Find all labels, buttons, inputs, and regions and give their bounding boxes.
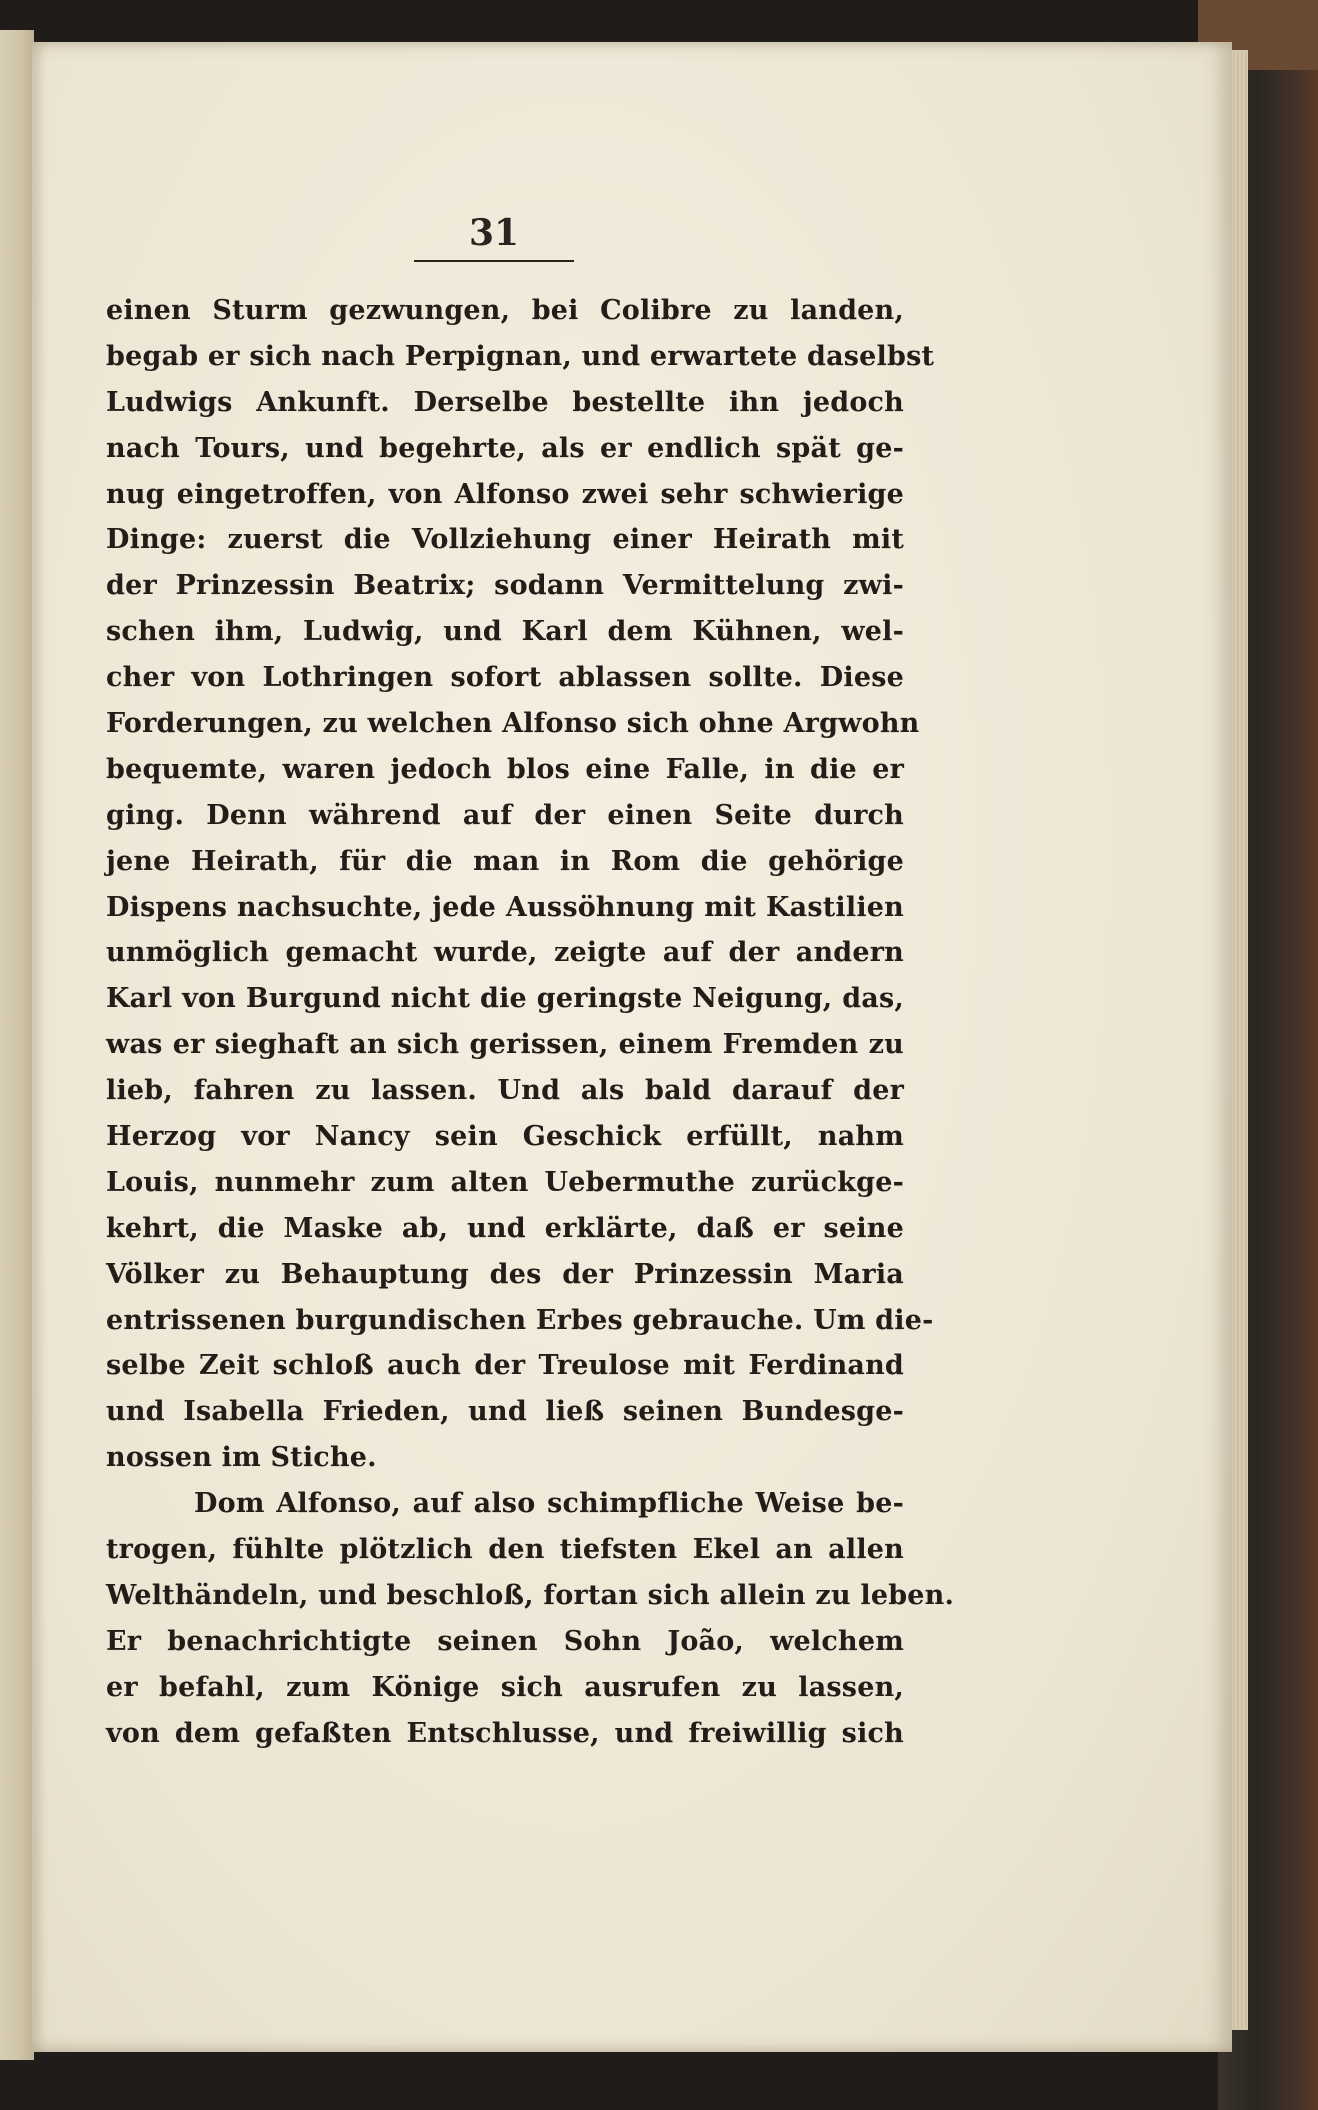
text-line: selbe Zeit schloß auch der Treulose mit Ferdinand — [106, 1350, 904, 1382]
text-line: begab er sich nach Perpignan, und erwartete daselbst — [106, 340, 935, 372]
page-fore-edge — [1232, 50, 1248, 2030]
text-line: von dem gefaßten Entschlusse, und freiwillig sich — [106, 1717, 904, 1749]
text-line: lieb, fahren zu lassen. Und als bald darauf der — [106, 1075, 904, 1107]
text-line: nug eingetroffen, von Alfonso zwei sehr schwierige — [106, 478, 904, 510]
text-line: nossen im Stiche. — [106, 1442, 377, 1474]
text-line: Ludwigs Ankunft. Derselbe bestellte ihn jedoch — [106, 386, 904, 418]
header-rule — [414, 260, 574, 262]
text-line: er befahl, zum Könige sich ausrufen zu lassen, — [106, 1671, 904, 1703]
page-number: 31 — [468, 212, 520, 254]
text-line: Forderungen, zu welchen Alfonso sich ohne Argwohn — [106, 708, 920, 740]
text-line: nach Tours, und begehrte, als er endlich spät ge- — [106, 432, 904, 464]
text-line: Dinge: zuerst die Vollziehung einer Heirath mit — [106, 524, 904, 556]
text-line: was er sieghaft an sich gerissen, einem Fremden zu — [106, 1029, 904, 1061]
text-line: ging. Denn während auf der einen Seite durch — [106, 799, 904, 831]
text-line: und Isabella Frieden, und ließ seinen Bundesge- — [106, 1396, 904, 1428]
text-line: Dispens nachsuchte, jede Aussöhnung mit Kastilien — [106, 891, 904, 923]
text-line: Karl von Burgund nicht die geringste Neigung, das, — [106, 983, 904, 1015]
text-line: kehrt, die Maske ab, und erklärte, daß er seine — [106, 1212, 904, 1244]
text-line: Dom Alfonso, auf also schimpfliche Weise be- — [194, 1488, 904, 1520]
paragraph-1 — [106, 288, 935, 1481]
text-line: bequemte, waren jedoch blos eine Falle, in die er — [106, 753, 904, 785]
text-line: cher von Lothringen sofort ablassen sollte. Diese — [106, 662, 904, 694]
text-line: der Prinzessin Beatrix; sodann Vermittelung zwi- — [106, 570, 904, 602]
text-line: entrissenen burgundischen Erbes gebrauche. Um die- — [106, 1304, 934, 1336]
body-text — [106, 288, 955, 1757]
text-line: jene Heirath, für die man in Rom die gehörige — [106, 845, 904, 877]
text-line: Völker zu Behauptung des der Prinzessin Maria — [106, 1258, 904, 1290]
text-line: Louis, nunmehr zum alten Uebermuthe zurückge- — [106, 1166, 904, 1198]
text-line: schen ihm, Ludwig, und Karl dem Kühnen, wel- — [106, 616, 904, 648]
text-line: unmöglich gemacht wurde, zeigte auf der andern — [106, 937, 904, 969]
text-line: einen Sturm gezwungen, bei Colibre zu landen, — [106, 295, 904, 326]
text-line: Herzog vor Nancy sein Geschick erfüllt, nahm — [106, 1121, 904, 1153]
text-line: trogen, fühlte plötzlich den tiefsten Ekel an allen — [106, 1534, 904, 1566]
text-line: Er benachrichtigte seinen Sohn João, welchem — [106, 1625, 904, 1657]
text-line: Welthändeln, und beschloß, fortan sich allein zu leben. — [106, 1579, 955, 1611]
facing-page-edge — [0, 30, 34, 2060]
paragraph-2 — [106, 1481, 955, 1756]
